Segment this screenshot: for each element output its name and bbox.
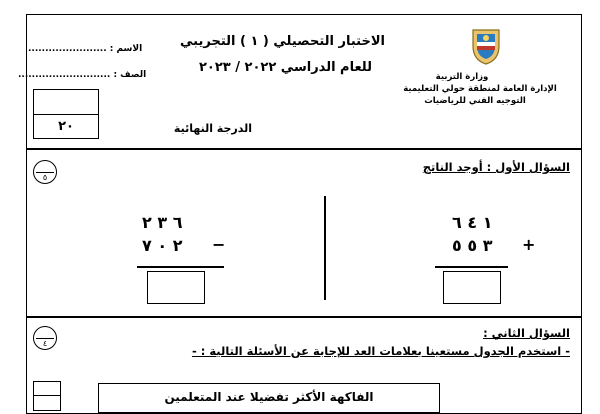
academic-year: للعام الدراسي ٢٠٢٢ / ٢٠٢٣ — [198, 60, 372, 75]
question-2-score-circle — [33, 326, 57, 350]
ministry-line-2: الإدارة العامة لمنطقة حولي التعليمية — [403, 84, 557, 94]
addition-answer-box[interactable] — [443, 271, 501, 304]
question-2-title: السؤال الثاني : — [483, 326, 570, 340]
final-grade-box — [33, 89, 99, 139]
class-field[interactable]: الصف : ........................... — [18, 70, 147, 80]
question-1-score-circle — [33, 160, 57, 184]
ministry-emblem-icon — [465, 26, 507, 66]
subtraction-answer-box[interactable] — [147, 271, 205, 304]
question-divider — [26, 316, 582, 318]
minus-operator: − — [212, 235, 226, 254]
final-grade-value: ٢٠ — [58, 119, 74, 134]
ministry-line-1: وزارة التربية — [435, 72, 489, 82]
addition-bottom-number: ٣ ٥ ٥ — [452, 236, 493, 255]
question-2-score: ٤ — [42, 339, 48, 348]
addition-line — [435, 266, 508, 268]
mini-score-box — [33, 381, 61, 411]
fruit-table-title: الفاكهة الأكثر تفضيلا عند المتعلمين — [164, 390, 374, 404]
ministry-line-3: التوجيه الفني للرياضيات — [424, 96, 526, 106]
subtraction-bottom-number: ٢ ٠ ٧ — [142, 236, 183, 255]
addition-top-number: ١ ٤ ٦ — [452, 213, 493, 232]
exam-title: الاختبار التحصيلي ( ١ ) التجريبي — [180, 34, 385, 49]
problems-divider — [324, 196, 326, 300]
question-2-instruction: - استخدم الجدول مستعينا بعلامات العد للإجابة عن الأسئلة التالية : - — [191, 344, 570, 358]
final-grade-label: الدرجة النهائية — [173, 122, 252, 135]
subtraction-line — [137, 266, 224, 268]
plus-operator: + — [522, 235, 536, 254]
name-field[interactable]: الاسم : ....................... — [28, 44, 143, 54]
fruit-table — [98, 383, 440, 413]
question-1-title: السؤال الأول : أوجد الناتج — [422, 160, 570, 174]
subtraction-top-number: ٦ ٣ ٢ — [142, 213, 183, 232]
header-divider — [26, 148, 582, 150]
question-1-score: ٥ — [42, 173, 48, 182]
